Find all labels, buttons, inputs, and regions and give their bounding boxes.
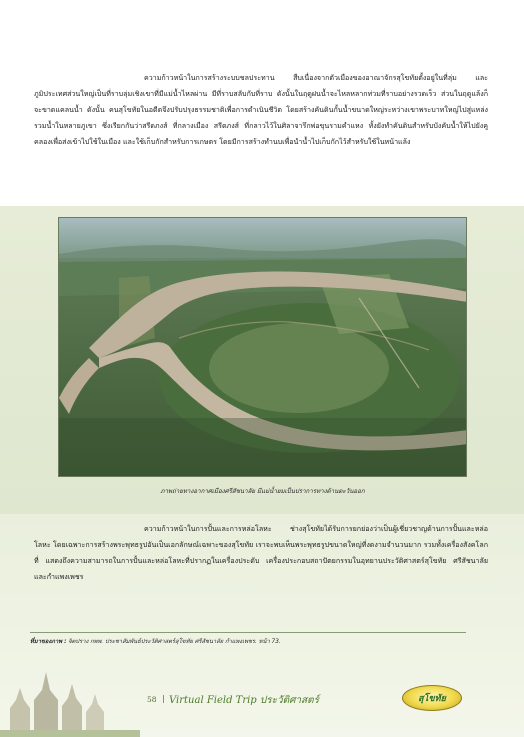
aerial-photo-illustration: [59, 218, 467, 477]
page-number: 58: [147, 695, 157, 704]
aerial-photo: [58, 217, 467, 477]
reference-label: ที่มาของภาพ :: [30, 639, 67, 645]
reference-divider: [30, 632, 466, 633]
photo-caption: ภาพถ่ายทางอากาศเมืองศรีสัชนาลัย มีแม่น้ำยมเป็นปราการทางด้านตะวันออก: [160, 488, 365, 495]
paragraph-irrigation: ความก้าวหน้าในการสร้างระบบชลประทาน สืบเนื่องจากตัวเมืองของอาณาจักรสุโขทัยตั้งอยู่ในที่ลุ่ม และภูมิประเทศส่วนใหญ่เป็นที่ราบลุ่มเชิงเขาที่มีแม่น้ำไหลผ่าน มีที่ราบสลับกับที่ราบ ดังนั้นในฤดูฝนน้ำจะไหลหลากท่วมที่ราบอย่างรวดเร็ว ส่วนในฤดูแล้งก็จะขาดแคลนน้ำ ดังนั้น คนสุโขทัยในอดีตจึงปรับปรุงธรรมชาติเพื่อการดำเนินชีวิต โดยสร้างคันดินกั้นน้ำขนาดใหญ่ระหว่างเขาพระบาทใหญ่ไปสู่แหล่งรวมน้ำในหลายภูเขา ซึ่งเรียกกันว่าสรีดภงส์ ที่กลางเมือง สรีดภงส์ ที่กลาวไว้ในศิลาจารึกพ่อขุนรามคำแหง ทั้งยังทำคันดินสำหรับบังคับน้ำให้ไปยังคูคลองเพื่อส่งเข้าไปใช้ในเมือง และใช้เก็บกักสำหรับการเกษตร โดยมีการสร้างทำนบเพื่อนำน้ำไปเก็บกักไว้สำหรับใช้ในหน้าแล้ง: [34, 73, 488, 146]
temple-illustration-icon: [0, 660, 140, 737]
sukhothai-logo: [402, 685, 462, 711]
logo-text: สุโขทัย: [418, 694, 446, 704]
paragraph-metalwork: ความก้าวหน้าในการปั้นและการหล่อโลหะ ช่างสุโขทัยได้รับการยกย่องว่าเป็นผู้เชี่ยวชาญด้านการปั้นและหล่อโลหะ โดยเฉพาะการสร้างพระพุทธรูปอันเป็นเอกลักษณ์เฉพาะของสุโขทัย เราจะพบเห็นพระพุทธรูปขนาดใหญ่ที่งดงามจำนวนมาก รวมทั้งเครื่องสังคโลกที่ แสดงถึงความสามารถในการปั้นและหล่อโลหะที่ปรากฏในเครื่องประดับ เครื่องประกอบสถาปัตยกรรมในอุทยานประวัติศาสตร์สุโขทัย ศรีสัชนาลัย และกำแพงเพชร: [34, 524, 488, 581]
footer-title: Virtual Field Trip ประวัติศาสตร์: [169, 695, 320, 706]
image-reference: [30, 636, 470, 646]
reference-text: จิตปราง กพพ. ประชาสัมพันธ์ประวัติศาสตร์สุโขทัย ศรีสัชนาลัย กำแพงเพชร. หน้า 73.: [68, 639, 281, 645]
footer-separator: |: [162, 694, 165, 703]
